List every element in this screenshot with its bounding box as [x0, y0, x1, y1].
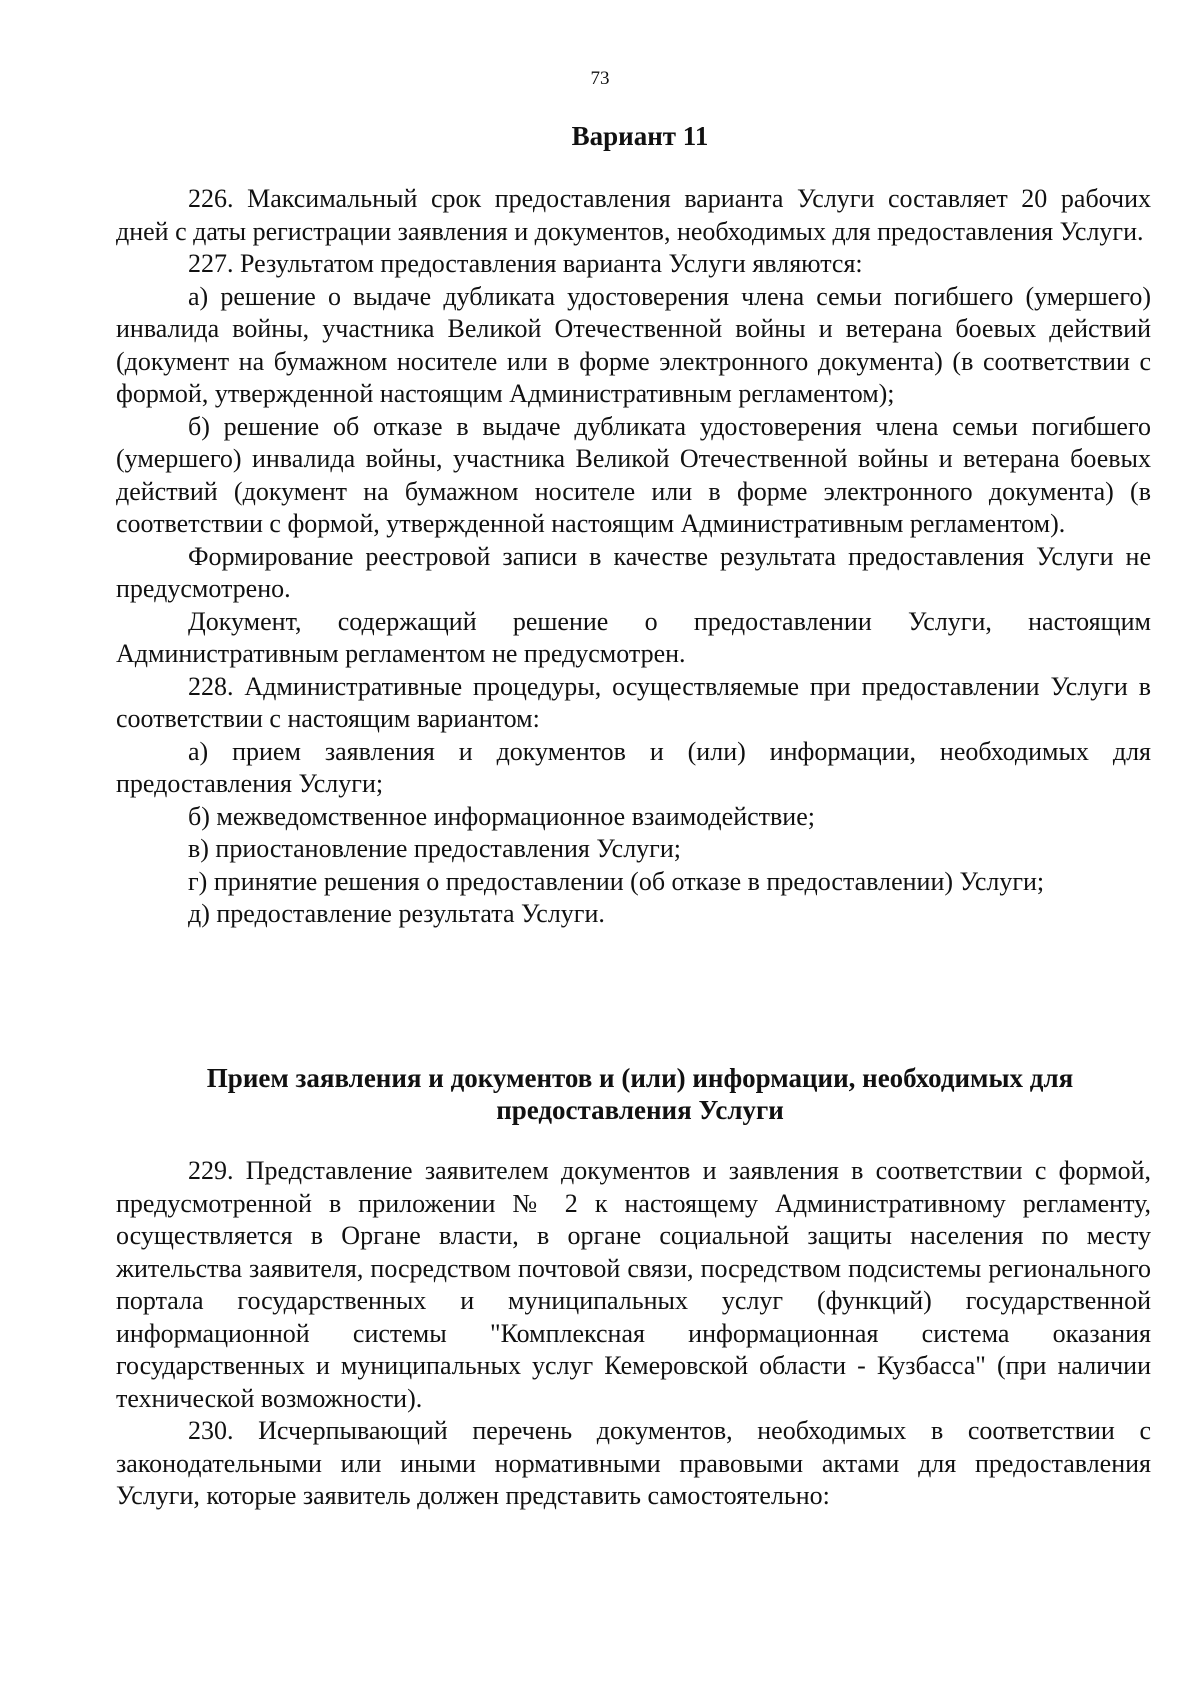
page-number: 73 [590, 68, 610, 89]
paragraph-registry-record: Формирование реестровой записи в качестве результата предоставления Услуги не предусмотрено. [116, 541, 1151, 603]
section-heading: Прием заявления и документов и (или) информации, необходимых для предоставления Услуги [206, 1063, 1074, 1125]
text-block-before [116, 183, 1151, 931]
paragraph-228-g: г) принятие решения о предоставлении (об отказе в предоставлении) Услуги; [188, 866, 1045, 896]
paragraph-226: 226. Максимальный срок предоставления варианта Услуги составляет 20 рабочих дней с даты регистрации заявления и документов, необходимых для предоставления Услуги. [116, 184, 1151, 246]
paragraph-228-b: б) межведомственное информационное взаимодействие; [188, 801, 815, 831]
paragraph-228-d: д) предоставление результата Услуги. [188, 899, 605, 928]
paragraph-decision-document: Документ, содержащий решение о предоставлении Услуги, настоящим Административным регламентом не предусмотрен. [116, 606, 1151, 668]
paragraph-229: 229. Представление заявителем документов и заявления в соответствии с формой, предусмотренной в приложении № 2 к настоящему Административному регламенту, осуществляется в Органе власти, в органе социальной защиты населения по месту жительства заявителя, посредством почтовой связи, посредством подсистемы регионального портала государственных и муниципальных услуг (функций) государственной информационной системы "Комплексная информационная система оказания государственных и муниципальных услуг Кемеровской области - Кузбасса" (при наличии технической возможности). [116, 1156, 1151, 1413]
paragraph-227: 227. Результатом предоставления варианта Услуги являются: [188, 249, 863, 278]
paragraph-227-a: а) решение о выдаче дубликата удостоверения члена семьи погибшего (умершего) инвалида войны, участника Великой Отечественной войны и ветерана боевых действий (документ на бумажном носителе или в форме электронного документа) (в соответствии с формой, утвержденной настоящим Административным регламентом); [116, 281, 1151, 408]
paragraph-227-b: б) решение об отказе в выдаче дубликата удостоверения члена семьи погибшего (умершего) инвалида войны, участника Великой Отечественной войны и ветерана боевых действий (документ на бумажном носителе или в форме электронного документа) (в соответствии с формой, утвержденной настоящим Административным регламентом). [116, 411, 1151, 538]
paragraph-228-v: в) приостановление предоставления Услуги; [188, 834, 681, 863]
paragraph-230: 230. Исчерпывающий перечень документов, необходимых в соответствии с законодательными или иными нормативными правовыми актами для предоставления Услуги, которые заявитель должен представить самостоятельно: [116, 1416, 1151, 1510]
variant-heading: Вариант 11 [571, 121, 709, 151]
text-block-after [116, 1155, 1151, 1513]
paragraph-228-a: а) прием заявления и документов и (или) информации, необходимых для предоставления Услуги; [116, 736, 1151, 798]
paragraph-228: 228. Административные процедуры, осуществляемые при предоставлении Услуги в соответствии с настоящим вариантом: [116, 671, 1151, 733]
